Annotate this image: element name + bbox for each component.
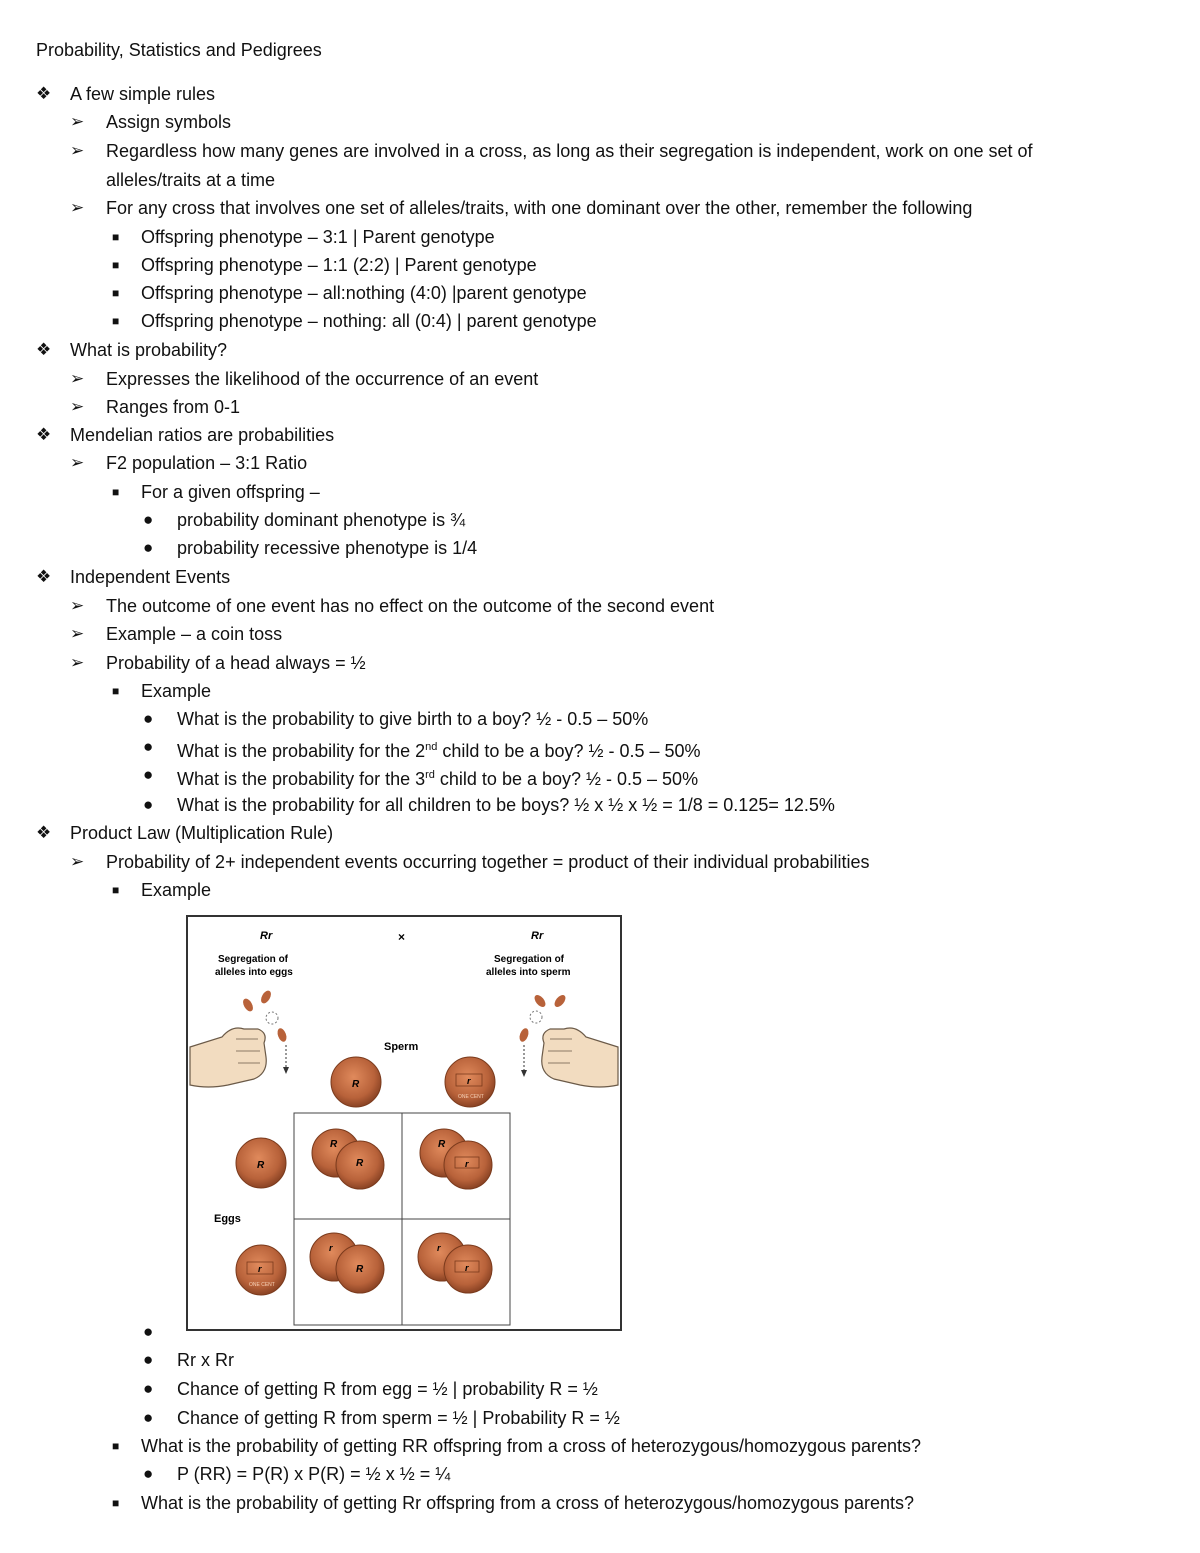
left-parent-label: Rr	[260, 930, 273, 942]
list-item: What is the probability for the 3rd child to be a boy? ½ - 0.5 – 50%	[177, 769, 699, 789]
diamond-bullet-icon: ❖	[36, 823, 52, 842]
svg-text:R: R	[330, 1139, 338, 1150]
list-item: Regardless how many genes are involved in a cross, as long as their segregation is independent, work on one set of	[106, 141, 1033, 161]
square-bullet-icon: ■	[112, 1439, 120, 1453]
list-item: probability dominant phenotype is ¾	[177, 510, 466, 530]
arrow-bullet-icon: ➢	[70, 653, 85, 672]
arrow-bullet-icon: ➢	[70, 624, 85, 643]
dot-bullet-icon: ●	[143, 1379, 154, 1398]
list-item: Chance of getting R from sperm = ½ | Probability R = ½	[177, 1408, 620, 1428]
list-item: F2 population – 3:1 Ratio	[106, 453, 308, 473]
list-item: Probability of 2+ independent events occurring together = product of their individual probabilities	[106, 852, 870, 872]
list-item: Example	[141, 880, 212, 900]
list-item: Expresses the likelihood of the occurrence of an event	[106, 369, 539, 389]
svg-text:ONE CENT: ONE CENT	[249, 1282, 275, 1288]
arrow-bullet-icon: ➢	[70, 112, 85, 131]
cell-RR	[312, 1129, 384, 1189]
square-bullet-icon: ■	[112, 684, 120, 698]
cell-rr	[418, 1233, 492, 1293]
coin-egg-R	[236, 1138, 286, 1188]
arrow-bullet-icon: ➢	[70, 198, 85, 217]
eggs-label: Eggs	[214, 1213, 241, 1225]
list-item: What is the probability to give birth to a boy? ½ - 0.5 – 50%	[177, 709, 649, 729]
list-item: Assign symbols	[106, 112, 232, 132]
sperm-label: Sperm	[384, 1041, 419, 1053]
coin-egg-r	[236, 1245, 286, 1295]
square-bullet-icon: ■	[112, 286, 120, 300]
arrow-bullet-icon: ➢	[70, 596, 85, 615]
list-item: Ranges from 0-1	[106, 397, 241, 417]
dot-bullet-icon: ●	[143, 765, 154, 784]
square-bullet-icon: ■	[112, 258, 120, 272]
right-caption-2: alleles into sperm	[486, 967, 571, 978]
svg-text:ONE CENT: ONE CENT	[458, 1094, 484, 1100]
list-item: P (RR) = P(R) x P(R) = ½ x ½ = ¼	[177, 1464, 451, 1484]
right-caption-1: Segregation of	[494, 954, 565, 965]
coin-sperm-R	[331, 1057, 381, 1107]
list-item: Offspring phenotype – nothing: all (0:4) | parent genotype	[141, 311, 597, 331]
coin-sperm-r	[445, 1057, 495, 1107]
punnett-square-figure	[186, 915, 622, 1331]
svg-text:r: r	[258, 1264, 262, 1274]
list-item: What is the probability for the 2nd child to be a boy? ½ - 0.5 – 50%	[177, 741, 701, 761]
left-caption-1: Segregation of	[218, 954, 289, 965]
dot-bullet-icon: ●	[143, 795, 154, 814]
arrow-bullet-icon: ➢	[70, 397, 85, 416]
cell-Rr-top	[420, 1129, 492, 1189]
diamond-bullet-icon: ❖	[36, 340, 52, 359]
heading-what-is-probability: What is probability?	[70, 340, 228, 360]
arrow-bullet-icon: ➢	[70, 453, 85, 472]
svg-text:R: R	[438, 1139, 446, 1150]
svg-text:r: r	[465, 1159, 469, 1169]
dot-bullet-icon: ●	[143, 510, 154, 529]
list-item: What is the probability of getting RR offspring from a cross of heterozygous/homozygous parents?	[141, 1436, 922, 1456]
arrow-bullet-icon: ➢	[70, 141, 85, 160]
list-item: What is the probability of getting Rr offspring from a cross of heterozygous/homozygous parents?	[141, 1493, 915, 1513]
diamond-bullet-icon: ❖	[36, 84, 52, 103]
left-caption-2: alleles into eggs	[215, 967, 293, 978]
svg-text:r: r	[465, 1263, 469, 1273]
arrow-bullet-icon: ➢	[70, 369, 85, 388]
list-item: For a given offspring –	[141, 482, 320, 502]
svg-text:R: R	[257, 1160, 265, 1171]
dot-bullet-icon: ●	[143, 1350, 154, 1369]
svg-text:R: R	[356, 1264, 364, 1275]
svg-text:R: R	[352, 1079, 360, 1090]
dot-bullet-icon: ●	[143, 737, 154, 756]
page-title: Probability, Statistics and Pedigrees	[36, 40, 322, 60]
svg-text:r: r	[467, 1076, 471, 1086]
svg-text:r: r	[437, 1243, 441, 1253]
list-item: Example	[141, 681, 212, 701]
diamond-bullet-icon: ❖	[36, 425, 52, 444]
dot-bullet-icon: ●	[143, 1322, 154, 1341]
square-bullet-icon: ■	[112, 1496, 120, 1510]
square-bullet-icon: ■	[112, 230, 120, 244]
square-bullet-icon: ■	[112, 883, 120, 897]
list-item: What is the probability for all children to be boys? ½ x ½ x ½ = 1/8 = 0.125= 12.5%	[177, 795, 835, 815]
heading-simple-rules: A few simple rules	[70, 84, 216, 104]
heading-independent-events: Independent Events	[70, 567, 231, 587]
list-item: Example – a coin toss	[106, 624, 283, 644]
dot-bullet-icon: ●	[143, 1408, 154, 1427]
list-item-continuation: alleles/traits at a time	[106, 170, 276, 190]
list-item: For any cross that involves one set of alleles/traits, with one dominant over the other, remember the following	[106, 198, 973, 218]
arrow-bullet-icon: ➢	[70, 852, 85, 871]
square-bullet-icon: ■	[112, 314, 120, 328]
diamond-bullet-icon: ❖	[36, 567, 52, 586]
dot-bullet-icon: ●	[143, 538, 154, 557]
heading-mendelian-ratios: Mendelian ratios are probabilities	[70, 425, 335, 445]
svg-text:R: R	[356, 1158, 364, 1169]
dot-bullet-icon: ●	[143, 1464, 154, 1483]
list-item: Offspring phenotype – 1:1 (2:2) | Parent genotype	[141, 255, 537, 275]
left-hand-icon	[190, 1028, 266, 1087]
heading-product-law: Product Law (Multiplication Rule)	[70, 823, 334, 843]
list-item: Probability of a head always = ½	[106, 653, 366, 673]
list-item: Chance of getting R from egg = ½ | probability R = ½	[177, 1379, 598, 1399]
list-item: Offspring phenotype – all:nothing (4:0) |parent genotype	[141, 283, 587, 303]
svg-text:r: r	[329, 1243, 333, 1253]
punnett-square-diagram	[188, 917, 620, 1329]
list-item: Offspring phenotype – 3:1 | Parent genotype	[141, 227, 495, 247]
dot-bullet-icon: ●	[143, 709, 154, 728]
right-parent-label: Rr	[531, 930, 544, 942]
square-bullet-icon: ■	[112, 485, 120, 499]
list-item: probability recessive phenotype is 1/4	[177, 538, 478, 558]
list-item: Rr x Rr	[177, 1350, 234, 1370]
cell-Rr-bottom	[310, 1233, 384, 1293]
right-hand-icon	[542, 1028, 618, 1087]
list-item: The outcome of one event has no effect on the outcome of the second event	[106, 596, 715, 616]
cross-symbol: ×	[398, 930, 406, 944]
